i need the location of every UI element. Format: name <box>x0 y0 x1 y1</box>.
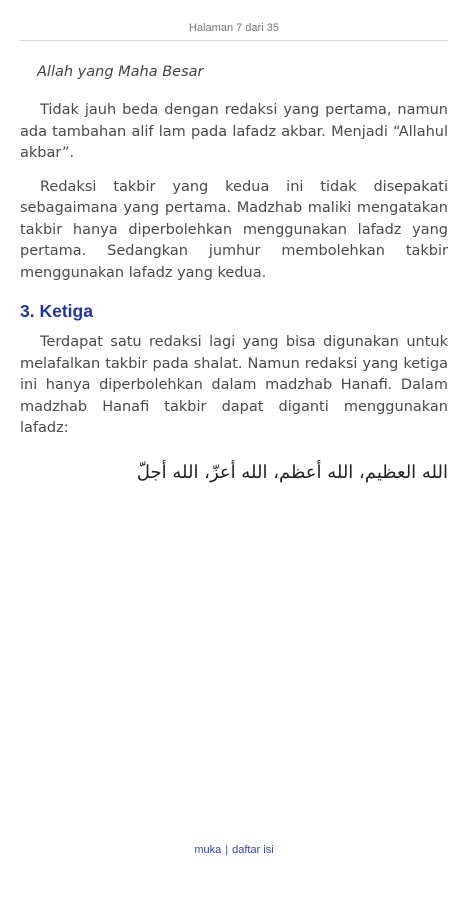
paragraph-3: Terdapat satu redaksi lagi yang bisa digunakan untuk melafalkan takbir pada shalat. Namun redaksi yang ketiga ini hanya diperbolehkan dalam madzhab Hanafi. Dalam madzhab Hanafi takbir dapat diganti menggunakan lafadz: <box>20 334 448 436</box>
home-link[interactable]: muka <box>194 844 222 856</box>
arabic-text: الله العظيم، الله أعظم، الله أعزّ، الله أجلّ <box>136 461 448 483</box>
document-body <box>20 60 448 488</box>
header-divider <box>20 40 448 41</box>
section-heading: 3. Ketiga <box>20 301 93 321</box>
paragraph-2: Redaksi takbir yang kedua ini tidak disepakati sebagaimana yang pertama. Madzhab maliki mengatakan takbir hanya diperbolehkan menggunakan lafadz yang pertama. Sedangkan jumhur membolehkan takbir menggunakan lafadz yang kedua. <box>20 178 448 281</box>
table-of-contents-link[interactable]: daftar isi <box>232 844 274 856</box>
footer-nav <box>0 844 468 856</box>
footer-separator: | <box>225 844 229 856</box>
paragraph-1: Tidak jauh beda dengan redaksi yang pertama, namun ada tambahan alif lam pada lafadz akbar. Menjadi “Allahul akbar”. <box>20 102 448 161</box>
page-indicator: Halaman 7 dari 35 <box>189 22 279 34</box>
italic-translation-line: Allah yang Maha Besar <box>37 64 204 80</box>
